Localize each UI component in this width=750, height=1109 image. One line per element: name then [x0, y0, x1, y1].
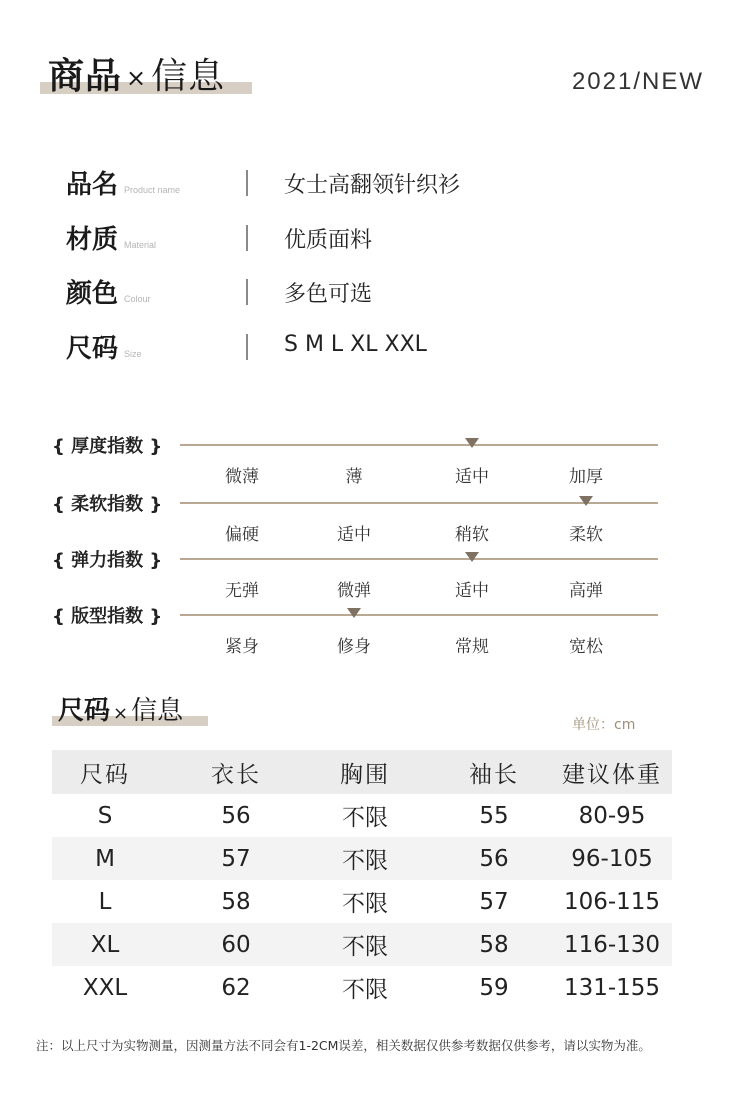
table-cell: 不限	[342, 848, 388, 874]
table-cell: 58	[221, 888, 251, 915]
index-option: 柔软	[569, 525, 603, 545]
table-row	[52, 923, 672, 966]
info-label-text: 颜色	[66, 279, 119, 309]
index-option: 薄	[345, 467, 363, 487]
index-option: 无弹	[225, 581, 259, 601]
table-cell: 56	[479, 845, 509, 872]
size-title-main: 尺码	[58, 696, 111, 726]
info-value: S M L XL XXL	[284, 332, 427, 357]
index-option: 偏硬	[225, 525, 259, 545]
index-label: { 版型指数 }	[52, 606, 163, 627]
table-cell: 56	[221, 802, 251, 829]
table-header-row	[52, 750, 672, 794]
table-cell: 57	[479, 888, 509, 915]
table-cell: M	[95, 845, 115, 872]
index-elasticity	[52, 546, 672, 606]
table-cell: 55	[479, 802, 509, 829]
size-table	[52, 750, 672, 1009]
info-row-name	[66, 164, 686, 200]
index-option: 宽松	[569, 637, 603, 657]
index-thickness	[52, 432, 672, 492]
table-row	[52, 880, 672, 923]
table-cell: XL	[90, 931, 120, 958]
index-option: 微弹	[337, 581, 371, 601]
info-label-text: 品名	[66, 170, 119, 200]
info-row-size	[66, 328, 686, 364]
index-label: { 柔软指数 }	[52, 494, 163, 515]
table-cell: 62	[221, 974, 251, 1001]
table-cell: 80-95	[578, 802, 646, 829]
table-cell: 59	[479, 974, 509, 1001]
table-header-cell: 衣长	[211, 761, 261, 788]
info-divider	[246, 334, 248, 360]
info-value: 女士高翻领针织衫	[284, 173, 461, 198]
info-label	[66, 164, 180, 201]
info-label-sub: Colour	[124, 294, 151, 304]
info-row-material	[66, 219, 686, 255]
index-scale-line	[180, 614, 658, 616]
info-divider	[246, 279, 248, 305]
title-sub: 信息	[151, 56, 226, 97]
index-option: 适中	[337, 525, 371, 545]
index-marker-icon	[347, 608, 361, 618]
info-divider	[246, 225, 248, 251]
info-label-sub: Material	[124, 240, 157, 250]
year-label: 2021/NEW	[571, 68, 704, 95]
index-option: 高弹	[569, 581, 603, 601]
size-title-separator: ×	[113, 703, 129, 724]
size-section-title	[58, 690, 183, 727]
table-cell: 不限	[342, 934, 388, 960]
info-label-text: 尺码	[66, 334, 119, 364]
index-marker-icon	[465, 438, 479, 448]
table-cell: 不限	[342, 977, 388, 1003]
table-row	[52, 966, 672, 1009]
info-divider	[246, 170, 248, 196]
table-row	[52, 794, 672, 837]
index-option: 微薄	[225, 467, 259, 487]
table-cell: 96-105	[571, 845, 653, 872]
index-option: 适中	[455, 581, 489, 601]
table-header-cell: 胸围	[340, 761, 390, 788]
table-cell: 131-155	[563, 974, 661, 1001]
title-separator: ×	[126, 64, 148, 92]
index-fit	[52, 602, 672, 662]
index-option: 加厚	[569, 467, 603, 487]
info-label-text: 材质	[66, 225, 119, 255]
table-cell: L	[98, 888, 112, 915]
index-softness	[52, 490, 672, 550]
table-cell: 57	[221, 845, 251, 872]
table-cell: 不限	[342, 805, 388, 831]
info-row-colour	[66, 273, 686, 309]
index-option: 稍软	[455, 525, 489, 545]
table-row	[52, 837, 672, 880]
title-main: 商品	[48, 56, 123, 97]
info-value: 多色可选	[284, 282, 373, 307]
info-label	[66, 328, 142, 365]
table-cell: 106-115	[563, 888, 661, 915]
table-cell: XXL	[82, 974, 128, 1001]
index-marker-icon	[465, 552, 479, 562]
table-cell: 116-130	[563, 931, 661, 958]
index-option: 紧身	[225, 637, 259, 657]
index-marker-icon	[579, 496, 593, 506]
page-title	[48, 48, 225, 99]
index-option: 适中	[455, 467, 489, 487]
info-label	[66, 273, 151, 310]
table-header-cell: 建议体重	[562, 761, 662, 788]
footnote: 注：以上尺寸为实物测量，因测量方法不同会有1-2CM误差，相关数据仅供参考数据仅供参考，请以实物为准。	[36, 1038, 651, 1053]
index-scale-line	[180, 444, 658, 446]
unit-label: 单位：cm	[572, 717, 636, 733]
index-scale-line	[180, 558, 658, 560]
table-cell: 不限	[342, 891, 388, 917]
info-label-sub: Product name	[124, 185, 181, 195]
page-title-block	[40, 42, 252, 98]
index-label: { 弹力指数 }	[52, 550, 163, 571]
table-header-cell: 袖长	[469, 761, 519, 788]
index-option: 常规	[455, 637, 489, 657]
size-section-title-block	[52, 690, 208, 730]
index-label: { 厚度指数 }	[52, 436, 163, 457]
table-cell: 58	[479, 931, 509, 958]
index-option: 修身	[337, 637, 371, 657]
table-cell: 60	[221, 931, 251, 958]
info-value: 优质面料	[284, 228, 373, 253]
size-title-sub: 信息	[131, 696, 184, 726]
info-label-sub: Size	[124, 349, 142, 359]
table-cell: S	[97, 802, 113, 829]
info-label	[66, 219, 156, 256]
table-header-cell: 尺码	[80, 761, 130, 788]
